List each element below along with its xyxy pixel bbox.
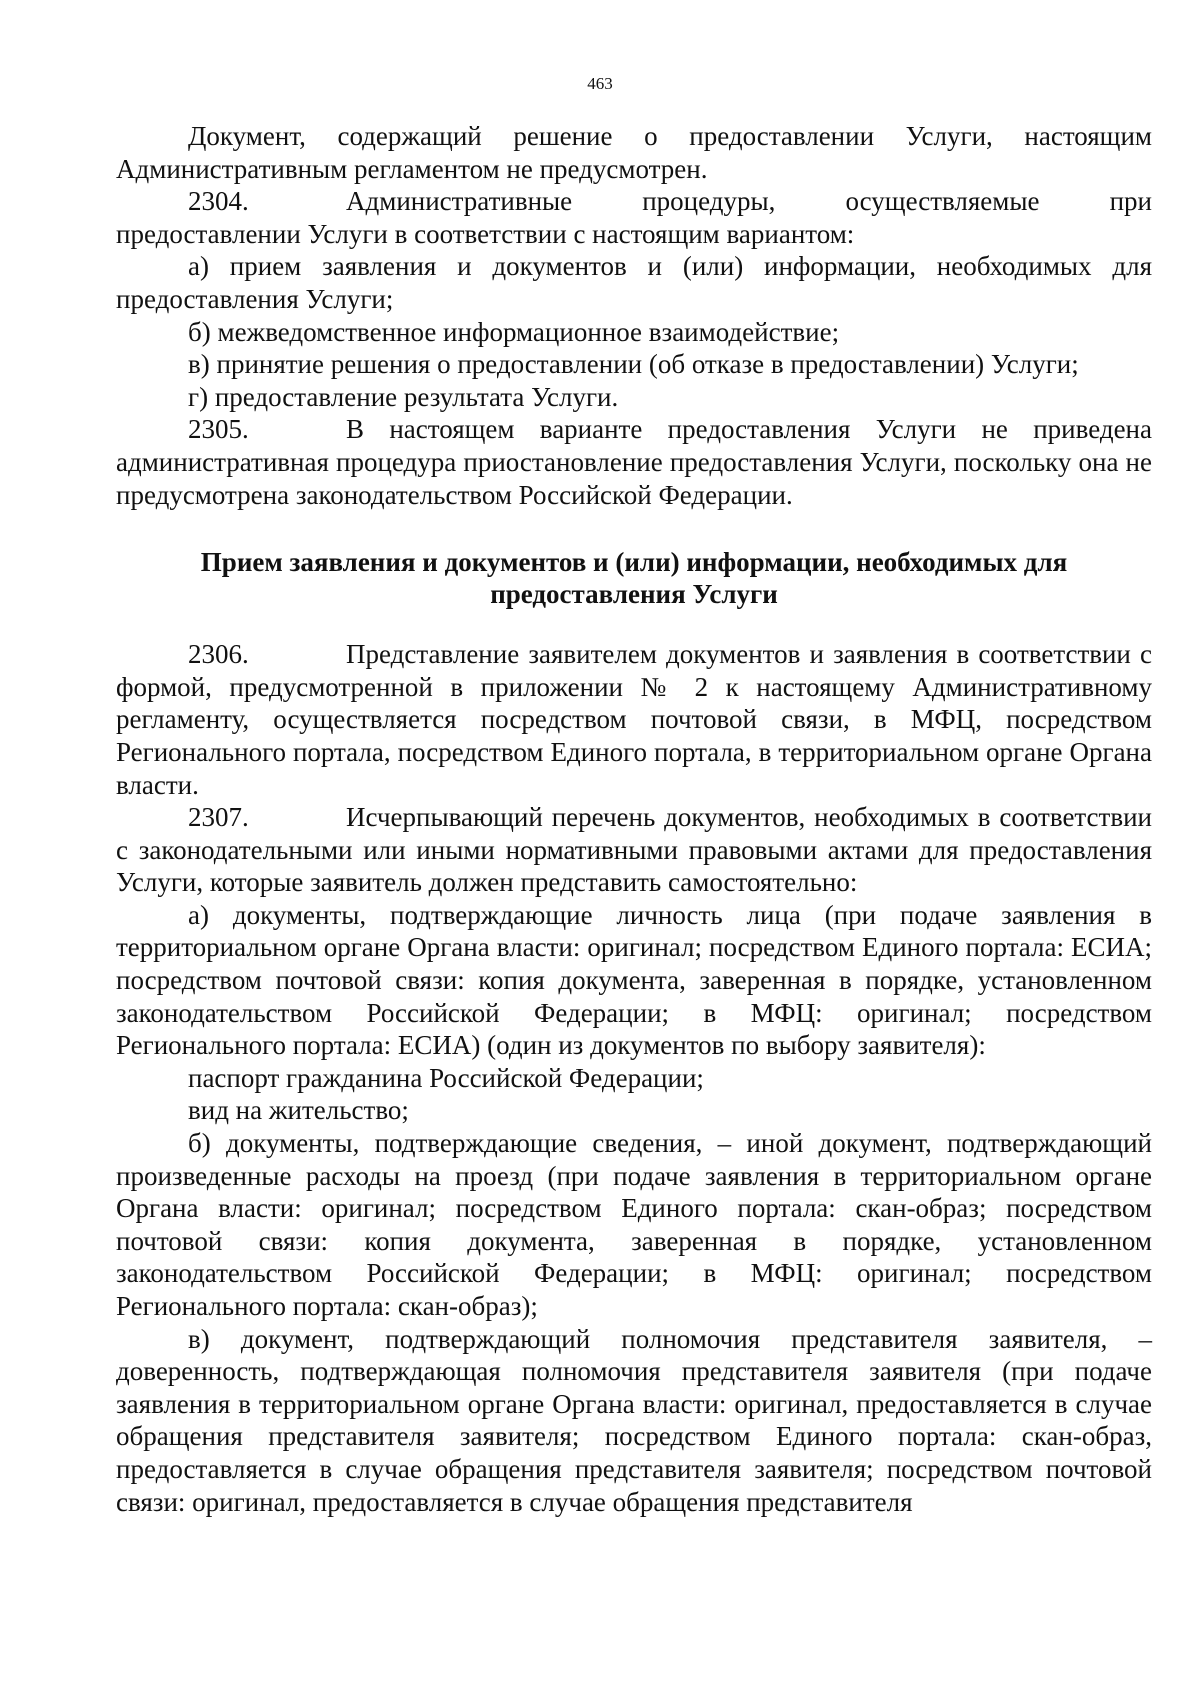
paragraph-number: 2304. bbox=[188, 186, 249, 217]
list-item-passport: паспорт гражданина Российской Федерации; bbox=[188, 1062, 704, 1093]
list-item-v: в) принятие решения о предоставлении (об отказе в предоставлении) Услуги; bbox=[188, 349, 1079, 380]
paragraph: Документ, содержащий решение о предоставлении Услуги, настоящим Административным регламентом не предусмотрен. bbox=[116, 121, 1152, 184]
paragraph-number: 2305. bbox=[188, 414, 249, 445]
paragraph-number: 2306. bbox=[188, 639, 249, 670]
list-item-residence-permit: вид на жительство; bbox=[188, 1095, 409, 1126]
list-item-g: г) предоставление результата Услуги. bbox=[188, 381, 619, 412]
numbered-paragraph-2306: 2306. Представление заявителем документов и заявления в соответствии с формой, предусмотренной в приложении № 2 к настоящему Административному регламенту, осуществляется посредством почтовой связи, в МФЦ, посредством Регионального портала, посредством Единого портала, в территориальном органе Органа власти. bbox=[116, 639, 1152, 800]
list-item-b: б) межведомственное информационное взаимодействие; bbox=[188, 316, 840, 347]
numbered-paragraph-2307: 2307. Исчерпывающий перечень документов, необходимых в соответствии с законодательными или иными нормативными правовыми актами для предоставления Услуги, которые заявитель должен представить самостоятельно: bbox=[116, 802, 1152, 898]
document-body bbox=[116, 120, 1152, 1518]
paragraph-number: 2307. bbox=[188, 802, 249, 833]
numbered-paragraph-2304: 2304. Административные процедуры, осуществляемые при предоставлении Услуги в соответствии с настоящим вариантом: bbox=[116, 186, 1152, 249]
list-item-b: б) документы, подтверждающие сведения, – иной документ, подтверждающий произведенные расходы на проезд (при подаче заявления в территориальном органе Органа власти: оригинал; посредством Единого портала: скан-образ; посредством почтовой связи: копия документа, заверенная в порядке, установленном законодательством Российской Федерации; в МФЦ: оригинал; посредством Регионального портала: скан-образ); bbox=[116, 1128, 1152, 1321]
list-item-a: а) документы, подтверждающие личность лица (при подаче заявления в территориальном органе Органа власти: оригинал; посредством Единого портала: ЕСИА; посредством почтовой связи: копия документа, заверенная в порядке, установленном законодательством Российской Федерации; в МФЦ: оригинал; посредством Регионального портала: ЕСИА) (один из документов по выбору заявителя): bbox=[116, 899, 1152, 1061]
page-number: 463 bbox=[587, 74, 613, 93]
list-item-v: в) документ, подтверждающий полномочия представителя заявителя, – доверенность, подтверждающая полномочия представителя заявителя (при подаче заявления в территориальном органе Органа власти: оригинал, предоставляется в случае обращения представителя заявителя; посредством Единого портала: скан-образ, предоставляется в случае обращения представителя заявителя; посредством почтовой связи: оригинал, предоставляется в случае обращения представителя bbox=[116, 1323, 1152, 1517]
numbered-paragraph-2305: 2305. В настоящем варианте предоставления Услуги не приведена административная процедура приостановление предоставления Услуги, поскольку она не предусмотрена законодательством Российской Федерации. bbox=[116, 414, 1152, 510]
section-heading: Прием заявления и документов и (или) информации, необходимых для предоставления Услуги bbox=[200, 547, 1068, 610]
list-item-a: а) прием заявления и документов и (или) информации, необходимых для предоставления Услуги; bbox=[116, 251, 1152, 314]
